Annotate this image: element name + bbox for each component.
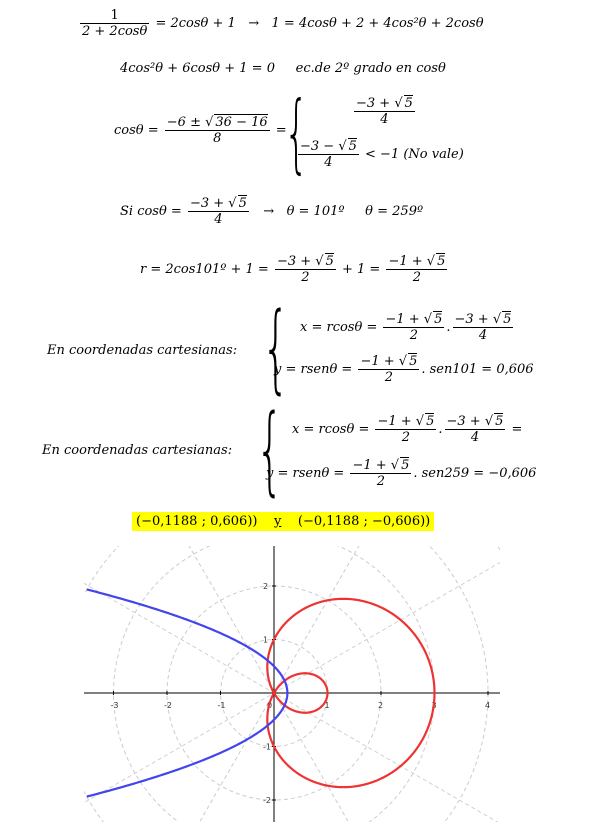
numerator: −3 + √ — [446, 414, 494, 429]
numerator: −3 + √ — [189, 196, 237, 211]
x-tick-label: -2 — [164, 701, 172, 710]
arrow: → — [263, 204, 275, 219]
radicand: 5 — [495, 414, 504, 429]
case-1 — [352, 96, 417, 127]
equation-2 — [120, 62, 446, 75]
cartesian-label-2: En coordenadas cartesianas: — [42, 443, 233, 458]
denominator: 2 + 2cosθ — [82, 24, 148, 39]
numerator: −3 + √ — [276, 254, 324, 269]
theta-1: θ = 101º — [286, 204, 345, 219]
case-2-numerator: −3 − √ — [300, 139, 347, 154]
x-equation-2 — [292, 414, 522, 445]
left-brace: { — [256, 394, 284, 506]
y-equation-1 — [274, 354, 534, 385]
radicand: 5 — [426, 414, 435, 429]
expanded-equation: 1 = 4cosθ + 2 + 4cos²θ + 2cosθ — [271, 16, 484, 31]
denominator: 2 — [301, 270, 310, 285]
case-2-denominator: 4 — [324, 155, 333, 170]
denominator: 4 — [214, 212, 223, 227]
highlighted-result — [132, 512, 434, 531]
polar-graph — [84, 546, 500, 822]
numerator: −3 + √ — [454, 312, 502, 327]
quadratic-equation: 4cos²θ + 6cosθ + 1 = 0 — [120, 61, 275, 76]
denominator: 2 — [409, 328, 419, 343]
denominator: 2 — [401, 430, 411, 445]
numerator: −1 + √ — [377, 414, 425, 429]
equation-4 — [120, 196, 423, 227]
quadratic-formula-fraction — [165, 115, 270, 146]
quadratic-note: ec.de 2º grado en cosθ — [295, 61, 446, 76]
radicand: 5 — [437, 254, 446, 269]
radicand: 5 — [325, 254, 334, 269]
equation-1 — [78, 8, 484, 39]
left-brace: { — [284, 83, 309, 183]
x-tick-label: -3 — [110, 701, 119, 710]
theta-2: θ = 259º — [365, 204, 424, 219]
plus-one: + 1 = — [341, 262, 381, 277]
case-1-numerator: −3 + √ — [356, 96, 403, 111]
case-2 — [296, 139, 464, 170]
x-equation-1 — [300, 312, 515, 343]
numerator: 1 — [80, 8, 149, 24]
dot: . — [438, 422, 443, 437]
denominator: 2 — [412, 270, 422, 285]
y-lhs: y = rsenθ = — [266, 466, 345, 481]
case-2-radicand: 5 — [348, 139, 357, 154]
radicand: 5 — [503, 312, 512, 327]
x-tick-label: -1 — [217, 701, 226, 710]
radicand: 36 − 16 — [215, 115, 268, 130]
case-1-radicand: 5 — [404, 96, 413, 111]
y-result: . sen101 = 0,606 — [421, 362, 534, 377]
radicand: 5 — [409, 354, 418, 369]
cartesian-label-1: En coordenadas cartesianas: — [47, 343, 238, 358]
x-tick-label: 3 — [431, 701, 437, 710]
point-2: (−0,1188 ; −0,606)) — [297, 514, 431, 529]
denominator: 2 — [384, 370, 394, 385]
numerator: −1 + √ — [388, 254, 436, 269]
rhs: = 2cosθ + 1 — [155, 16, 236, 31]
numerator: −1 + √ — [360, 354, 408, 369]
equals-sign: = — [275, 123, 287, 138]
y-equation-2 — [266, 458, 536, 489]
numerator: −1 + √ — [352, 458, 400, 473]
equation-5 — [140, 254, 449, 285]
case-1-denominator: 4 — [380, 112, 389, 127]
denominator: 4 — [470, 430, 480, 445]
equation-3 — [114, 115, 287, 146]
x-tick-label: 2 — [378, 701, 384, 710]
x-tick-label: 4 — [485, 701, 491, 710]
dot: . — [446, 320, 451, 335]
cos-lhs: cosθ = — [114, 123, 159, 138]
si-cos-lhs: Si cosθ = — [120, 204, 182, 219]
radicand: 5 — [238, 196, 247, 211]
arrow: → — [248, 16, 260, 31]
x-tick-label: 0 — [267, 701, 273, 710]
r-lhs: r = 2cos101º + 1 = — [140, 262, 269, 277]
fraction — [80, 8, 149, 39]
x-tick-label: 1 — [324, 701, 330, 710]
y-tick-label: 2 — [263, 582, 269, 591]
left-brace: { — [262, 292, 290, 404]
y-tick-label: -1 — [263, 742, 271, 752]
case-2-rejected: < −1 (No vale) — [365, 147, 464, 162]
x-lhs: x = rcosθ = — [300, 320, 378, 335]
conjunction: y — [274, 514, 282, 529]
y-lhs: y = rsenθ = — [274, 362, 353, 377]
point-1: (−0,1188 ; 0,606)) — [136, 514, 258, 529]
radicand: 5 — [434, 312, 443, 327]
denominator: 2 — [376, 474, 386, 489]
x-lhs: x = rcosθ = — [292, 422, 370, 437]
numerator: −1 + √ — [385, 312, 433, 327]
formula-numerator: −6 ± √ — [166, 115, 214, 130]
formula-denominator: 8 — [213, 131, 222, 146]
radicand: 5 — [401, 458, 410, 473]
y-tick-label: 1 — [263, 635, 269, 645]
equals-sign: = — [511, 422, 523, 437]
y-tick-label: -2 — [263, 796, 271, 805]
y-result: . sen259 = −0,606 — [413, 466, 537, 481]
denominator: 4 — [478, 328, 488, 343]
